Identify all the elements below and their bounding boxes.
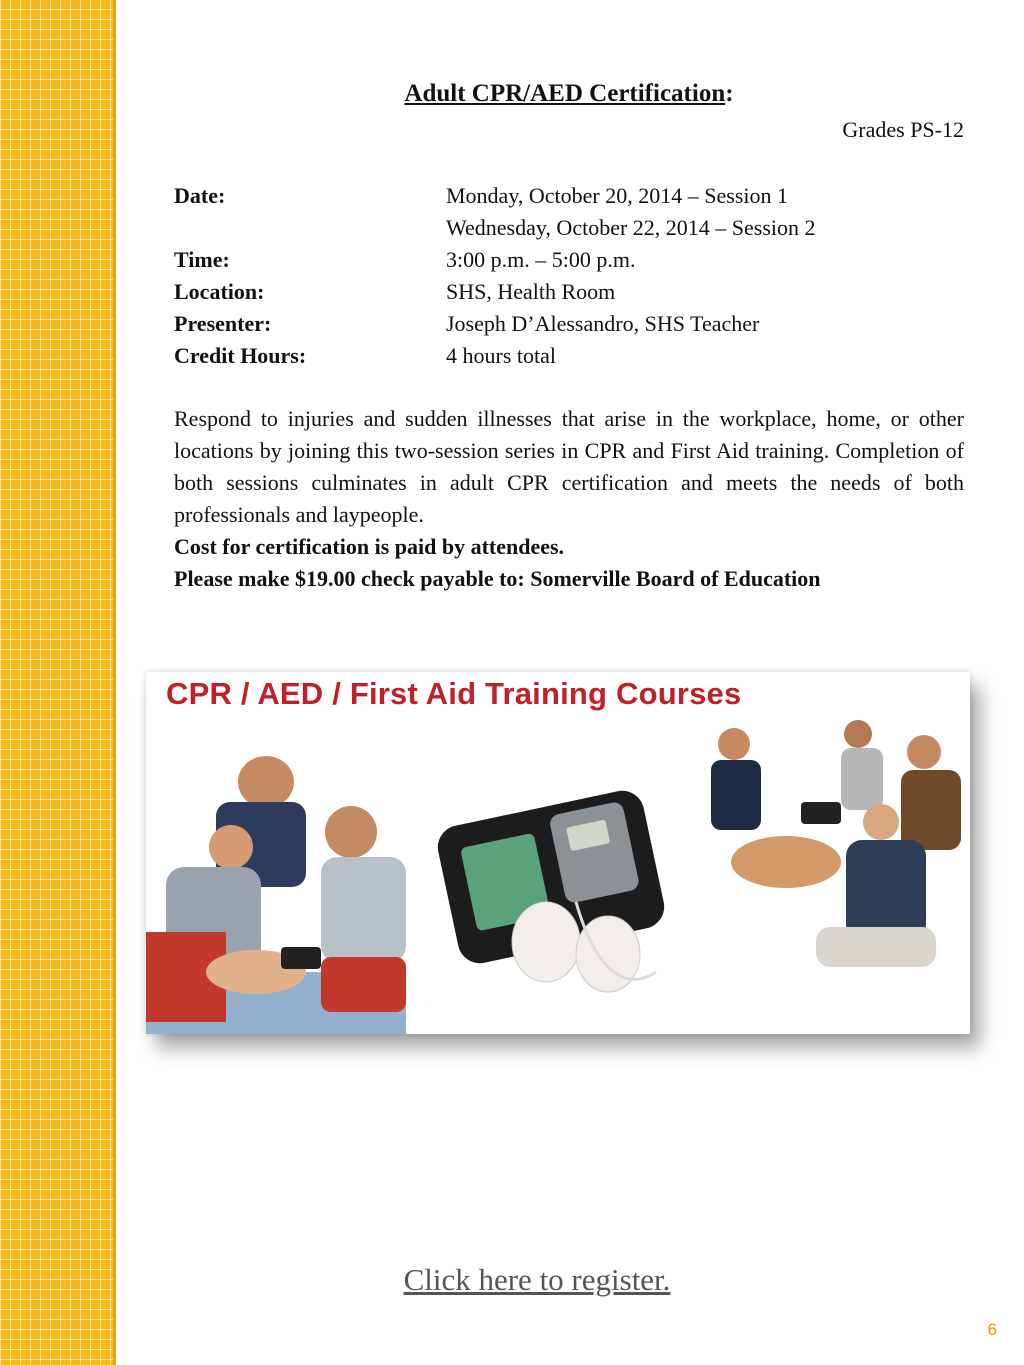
event-details <box>174 180 964 372</box>
banner-title: CPR / AED / First Aid Training Courses <box>166 676 742 711</box>
payment-note: Please make $19.00 check payable to: Somerville Board of Education <box>174 566 821 591</box>
detail-row-date <box>174 180 964 212</box>
cost-note: Cost for certification is paid by attendees. <box>174 534 565 559</box>
flyer-title <box>174 80 964 108</box>
detail-row-credit-hours <box>174 340 964 372</box>
detail-row-time <box>174 244 964 276</box>
detail-label: Location: <box>174 279 265 304</box>
detail-label: Time: <box>174 247 230 272</box>
detail-label: Date: <box>174 183 226 208</box>
detail-label: Presenter: <box>174 311 272 336</box>
detail-row-location <box>174 276 964 308</box>
detail-value: SHS, Health Room <box>446 279 616 304</box>
detail-value: Monday, October 20, 2014 – Session 1 <box>446 183 788 208</box>
register-link[interactable]: Click here to register. <box>403 1262 671 1297</box>
page-number: 6 <box>987 1320 997 1339</box>
detail-value: 3:00 p.m. – 5:00 p.m. <box>446 247 636 272</box>
detail-value: Joseph D’Alessandro, SHS Teacher <box>446 311 760 336</box>
side-strip-edge <box>113 0 116 1365</box>
decorative-side-strip <box>0 0 113 1365</box>
training-banner-image <box>146 672 970 1034</box>
detail-label: Credit Hours: <box>174 343 307 368</box>
detail-value: Wednesday, October 22, 2014 – Session 2 <box>446 215 816 240</box>
course-description <box>174 403 964 595</box>
detail-label <box>174 212 446 244</box>
detail-value: 4 hours total <box>446 343 556 368</box>
grades-label: Grades PS-12 <box>842 117 964 142</box>
flyer-title-colon: : <box>725 80 734 107</box>
detail-row-presenter <box>174 308 964 340</box>
description-text: Respond to injuries and sudden illnesses that arise in the workplace, home, or other locations by joining this two-session series in CPR and First Aid training. Completion of both sessions culminates in adult CPR certification and meets the needs of both professionals and laypeople. <box>174 406 964 527</box>
detail-row-date-2 <box>174 212 964 244</box>
flyer-title-text: Adult CPR/AED Certification <box>404 80 726 107</box>
banner-illustration <box>146 672 970 1034</box>
